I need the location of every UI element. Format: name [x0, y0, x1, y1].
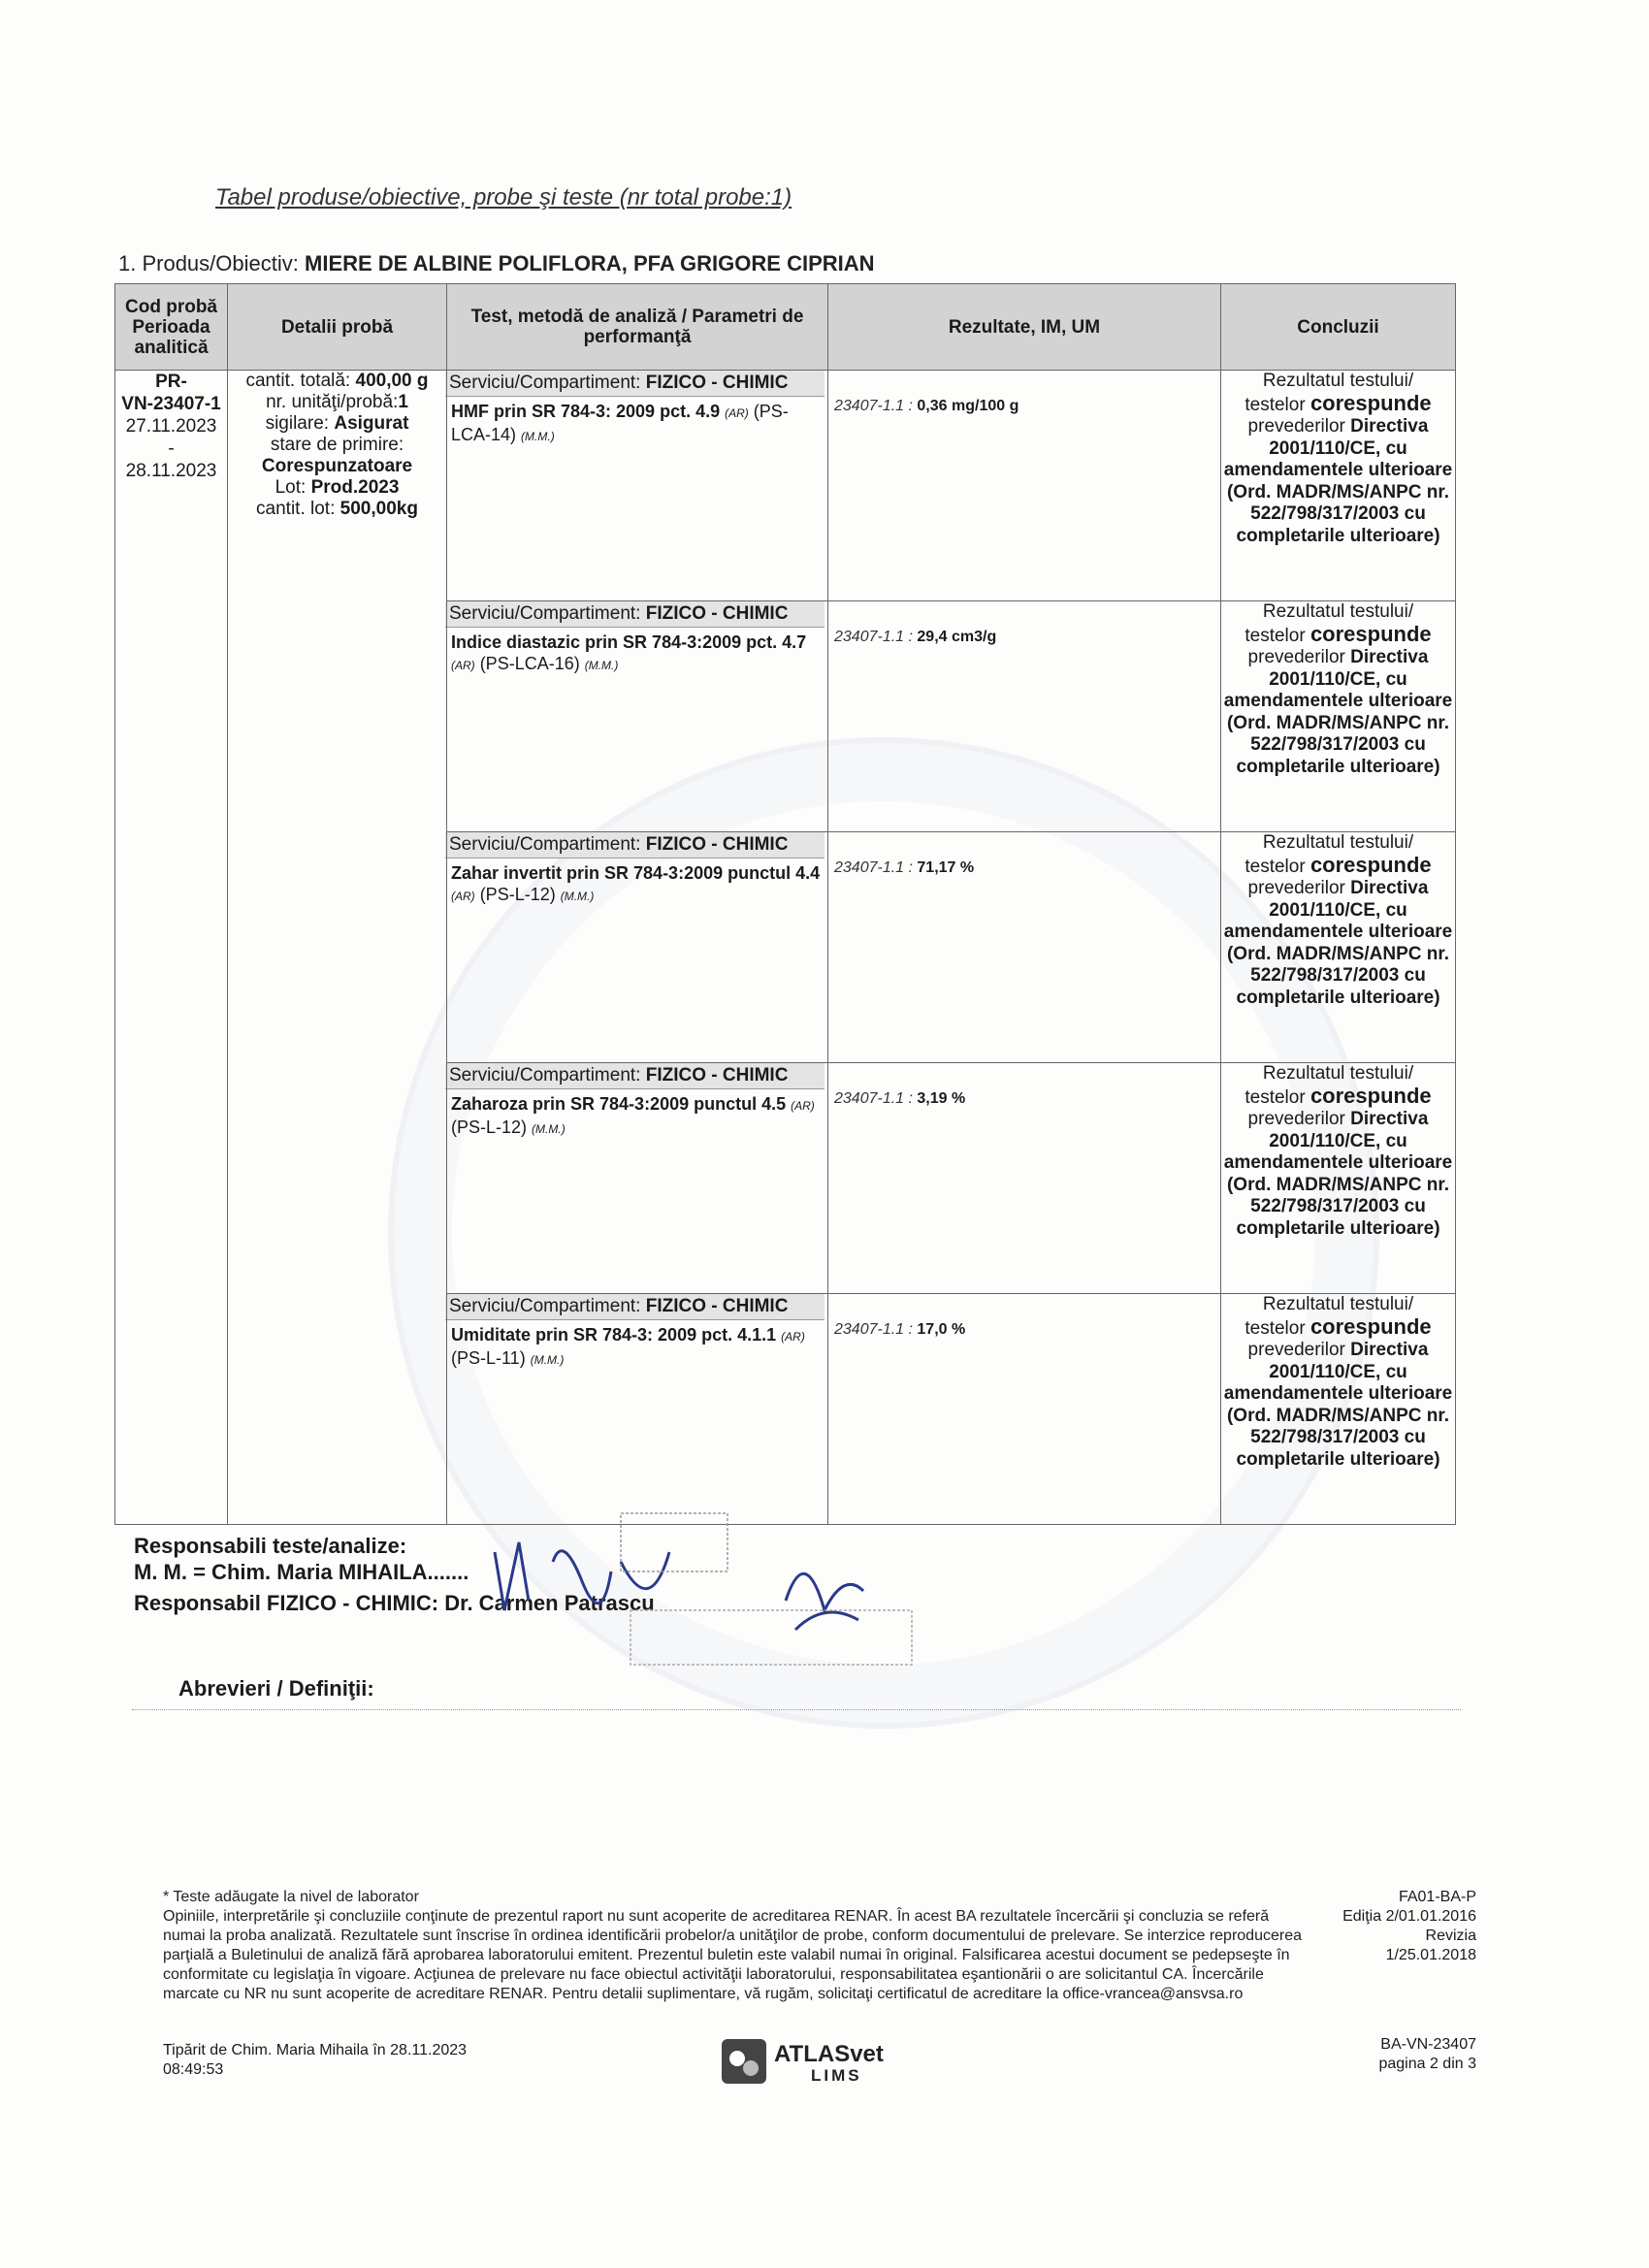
- result-cell: [828, 601, 1221, 832]
- logo-sub: LIMS: [811, 2066, 862, 2085]
- test-method: Indice diastazic prin SR 784-3:2009 pct. 4.7 (AR) (PS-LCA-16) (M.M.): [451, 632, 807, 673]
- table-row: [115, 371, 1456, 601]
- detail-seal: Asigurat: [334, 413, 409, 434]
- divider: [132, 1709, 1461, 1710]
- conclusion-cell: Rezultatul testului/ testelor corespunde prevederilor Directiva 2001/110/CE, cu amendamentele ulterioare (Ord. MADR/MS/ANPC nr. 522/798/317/2003 cu completarile ulterioare): [1221, 1294, 1456, 1525]
- result-value: 23407-1.1 : 3,19 %: [834, 1090, 966, 1107]
- detail-units-label: nr. unităţi/probă:: [266, 392, 399, 412]
- service-label: Serviciu/Compartiment: FIZICO - CHIMIC: [445, 601, 824, 628]
- result-cell: [828, 1294, 1221, 1525]
- conclusion-cell: Rezultatul testului/ testelor corespunde prevederilor Directiva 2001/110/CE, cu amendamentele ulterioare (Ord. MADR/MS/ANPC nr. 522/798/317/2003 cu completarile ulterioare): [1221, 1063, 1456, 1294]
- detail-state-label: stare de primire:: [270, 435, 404, 455]
- result-cell: [828, 1063, 1221, 1294]
- result-value: 23407-1.1 : 29,4 cm3/g: [834, 629, 997, 645]
- responsible-tests: [134, 1533, 469, 1585]
- footnote: [163, 1888, 1308, 2004]
- responsible-mm-line: M. M. = Chim. Maria MIHAILA.......: [134, 1560, 469, 1584]
- test-cell: [447, 601, 828, 832]
- form-code: FA01-BA-P: [1398, 1889, 1476, 1905]
- test-cell: [447, 1063, 828, 1294]
- detail-state: Corespunzatoare: [261, 456, 413, 476]
- form-revision: Revizia 1/25.01.2018: [1385, 1928, 1476, 1963]
- service-label: Serviciu/Compartiment: FIZICO - CHIMIC: [445, 371, 824, 397]
- detail-lotqty: 500,00kg: [340, 499, 418, 519]
- results-table: [114, 283, 1456, 1525]
- responsible-fc: Responsabil FIZICO - CHIMIC: Dr. Carmen Patrascu: [134, 1591, 655, 1615]
- result-cell: [828, 371, 1221, 601]
- product-prefix: 1. Produs/Obiectiv:: [118, 251, 299, 275]
- test-method: HMF prin SR 784-3: 2009 pct. 4.9 (AR) (PS-LCA-14) (M.M.): [451, 402, 789, 444]
- logo-text: ATLASvet: [774, 2041, 884, 2067]
- service-label: Serviciu/Compartiment: FIZICO - CHIMIC: [445, 832, 824, 859]
- detail-qty: 400,00 g: [355, 371, 429, 391]
- result-value: 23407-1.1 : 71,17 %: [834, 859, 975, 876]
- sample-date-dash: -: [168, 438, 175, 459]
- sample-date-start: 27.11.2023: [125, 416, 217, 437]
- footnote-line1: * Teste adăugate la nivel de laborator: [163, 1889, 419, 1905]
- detail-qty-label: cantit. totală:: [245, 371, 351, 391]
- result-value: 23407-1.1 : 0,36 mg/100 g: [834, 398, 1019, 414]
- result-cell: [828, 832, 1221, 1063]
- detail-seal-label: sigilare:: [265, 413, 330, 434]
- header-details: Detalii probă: [228, 284, 447, 371]
- detail-lot: Prod.2023: [310, 477, 400, 498]
- abbreviations-label: Abrevieri / Definiţii:: [178, 1676, 374, 1701]
- result-value: 23407-1.1 : 17,0 %: [834, 1321, 966, 1338]
- form-code-block: [1339, 1888, 1476, 1965]
- detail-lotqty-label: cantit. lot:: [256, 499, 336, 519]
- header-code: Cod probă Perioada analitică: [115, 284, 228, 371]
- product-line: [118, 251, 875, 276]
- header-test: Test, metodă de analiză / Parametri de performanţă: [447, 284, 828, 371]
- page-number: pagina 2 din 3: [1378, 2056, 1476, 2072]
- doc-id: BA-VN-23407: [1380, 2036, 1476, 2053]
- responsible-tests-label: Responsabili teste/analize:: [134, 1534, 407, 1558]
- product-name: MIERE DE ALBINE POLIFLORA, PFA GRIGORE CIPRIAN: [305, 251, 875, 275]
- printed-by: Tipărit de Chim. Maria Mihaila în 28.11.2023: [163, 2042, 468, 2058]
- service-label: Serviciu/Compartiment: FIZICO - CHIMIC: [445, 1294, 824, 1320]
- test-method: Zaharoza prin SR 784-3:2009 punctul 4.5 (AR) (PS-L-12) (M.M.): [451, 1094, 815, 1137]
- conclusion-cell: Rezultatul testului/ testelor corespunde prevederilor Directiva 2001/110/CE, cu amendamentele ulterioare (Ord. MADR/MS/ANPC nr. 522/798/317/2003 cu completarile ulterioare): [1221, 832, 1456, 1063]
- test-method: Zahar invertit prin SR 784-3:2009 punctul 4.4 (AR) (PS-L-12) (M.M.): [451, 863, 821, 904]
- doc-reference: [1339, 2035, 1476, 2074]
- test-cell: [447, 371, 828, 601]
- sample-code-cell: [115, 371, 228, 1525]
- form-edition: Ediţia 2/01.01.2016: [1342, 1908, 1476, 1925]
- signature-stamp-graphic: [475, 1494, 941, 1669]
- detail-lot-label: Lot:: [275, 477, 307, 498]
- footnote-body: Opiniile, interpretările şi concluziile conţinute de prezentul raport nu sunt acoperite de acreditarea RENAR. În acest BA rezultatele încercării şi concluzia se referă numai la proba analizată. Rezultatele sunt înscrise în ordinea identificării probelor/a unităţilor de probe, conform documentului de prelevare. Se interzice reproducerea parţială a Buletinului de analiză fără aprobarea laboratorului emitent. Prezentul buletin este valabil numai în original. Falsificarea acestui document se pedepseşte în conformitate cu legislaţia în vigoare. Acţiunea de prelevare nu face obiectul activităţii laboratorului, responsabilitatea eşantionării o are solicitantul CA. Încercările marcate cu NR nu sunt acoperite de acreditare RENAR. Pentru detalii suplimentare, vă rugăm, solicitaţi certificatul de acreditare la office-vrancea@ansvsa.ro: [163, 1908, 1302, 2002]
- header-result: Rezultate, IM, UM: [828, 284, 1221, 371]
- printed-time: 08:49:53: [163, 2061, 224, 2078]
- header-conclusion: Concluzii: [1221, 284, 1456, 371]
- conclusion-cell: Rezultatul testului/ testelor corespunde prevederilor Directiva 2001/110/CE, cu amendamentele ulterioare (Ord. MADR/MS/ANPC nr. 522/798/317/2003 cu completarile ulterioare): [1221, 601, 1456, 832]
- sample-details-cell: [228, 371, 447, 1525]
- sample-date-end: 28.11.2023: [125, 461, 217, 481]
- test-method: Umiditate prin SR 784-3: 2009 pct. 4.1.1 (AR) (PS-L-11) (M.M.): [451, 1325, 805, 1368]
- printed-info: [163, 2041, 467, 2080]
- test-cell: [447, 832, 828, 1063]
- sample-code-line2: VN-23407-1: [121, 394, 221, 414]
- detail-units: 1: [398, 392, 408, 412]
- conclusion-cell: Rezultatul testului/ testelor corespunde prevederilor Directiva 2001/110/CE, cu amendamentele ulterioare (Ord. MADR/MS/ANPC nr. 522/798/317/2003 cu completarile ulterioare): [1221, 371, 1456, 601]
- sample-code-line1: PR-: [155, 372, 187, 392]
- page-title: Tabel produse/obiective, probe şi teste (nr total probe:1): [215, 184, 792, 211]
- test-cell: [447, 1294, 828, 1525]
- service-label: Serviciu/Compartiment: FIZICO - CHIMIC: [445, 1063, 824, 1089]
